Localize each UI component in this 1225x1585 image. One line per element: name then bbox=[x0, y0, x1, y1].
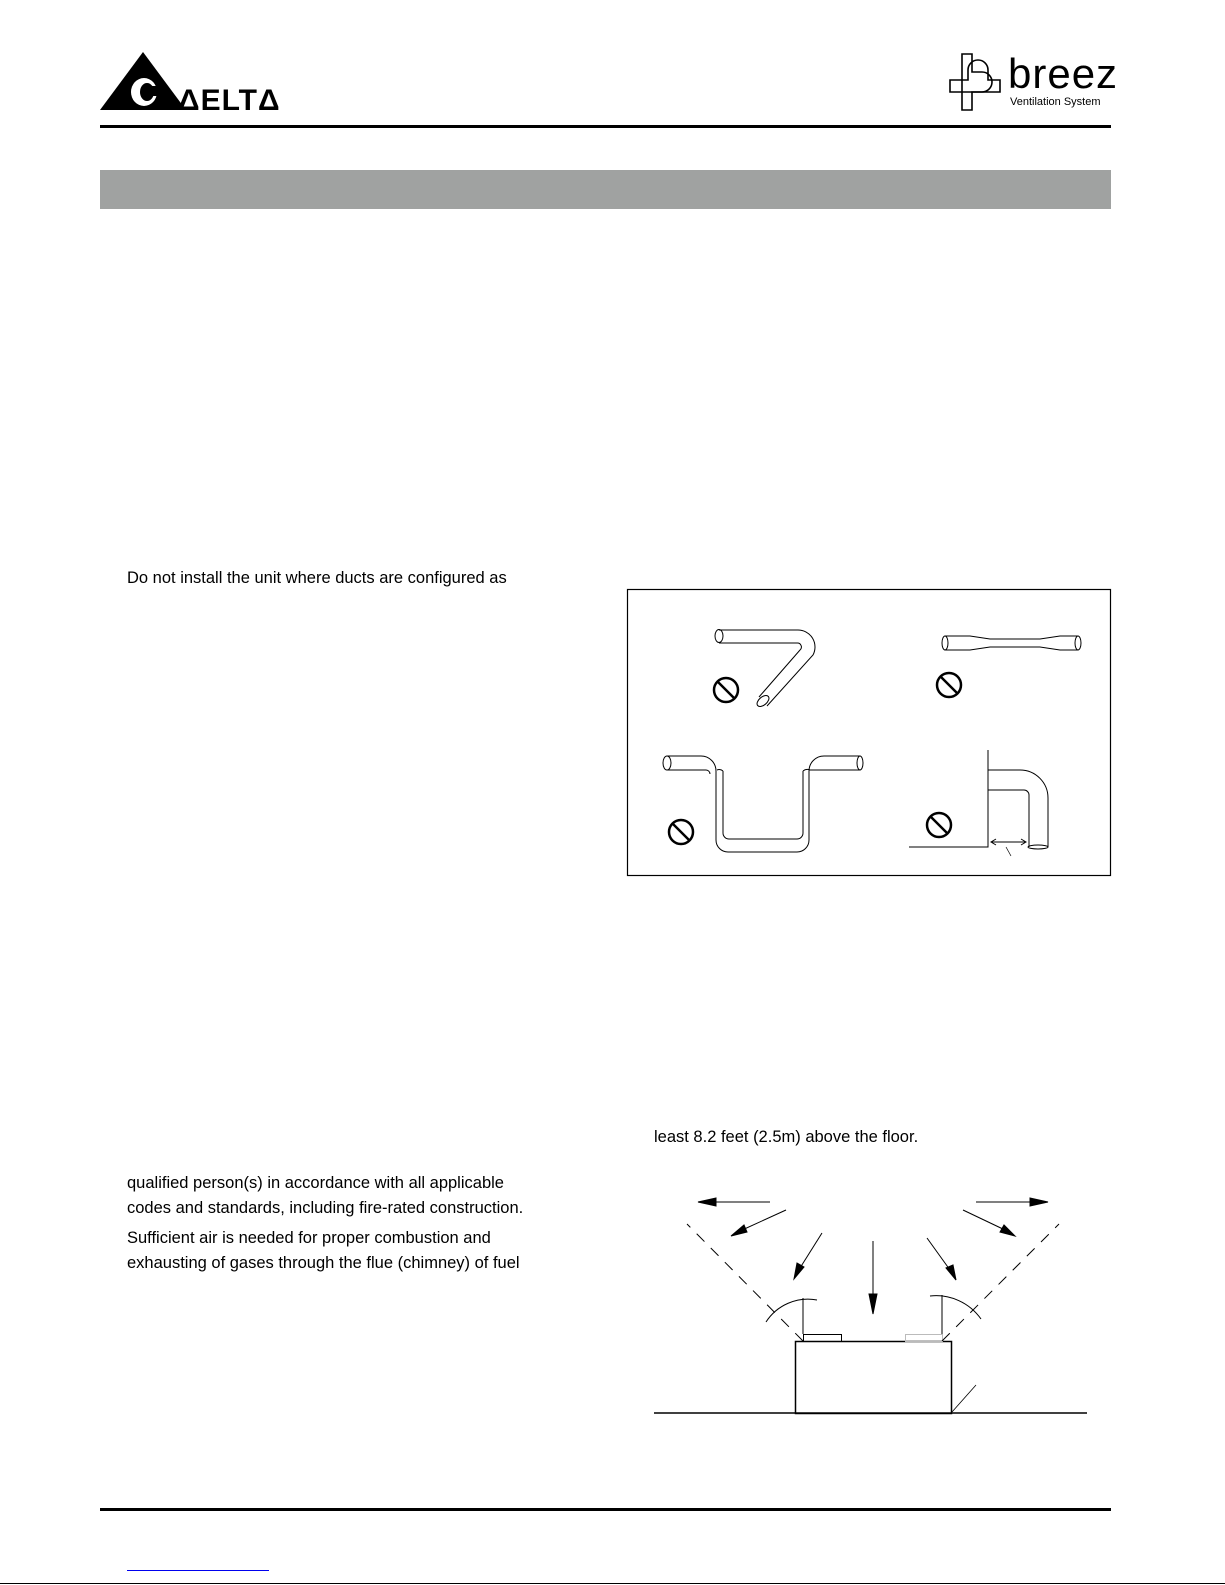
body-text-line: qualified person(s) in accordance with all applicable bbox=[127, 1174, 504, 1192]
angle-arc-left bbox=[766, 1299, 817, 1322]
breez-tagline: Ventilation System bbox=[1010, 96, 1101, 108]
height-requirement-text: least 8.2 feet (2.5m) above the floor. bbox=[654, 1128, 919, 1146]
u-shaped-duct bbox=[663, 756, 863, 852]
body-text-line: Sufficient air is needed for proper combustion and bbox=[127, 1229, 491, 1247]
dashed-boundary-right bbox=[942, 1224, 1059, 1341]
body-text-line: codes and standards, including fire-rated construction. bbox=[127, 1199, 524, 1217]
header-rule bbox=[100, 125, 1111, 128]
unit-port-right bbox=[906, 1335, 943, 1342]
prohibited-icon bbox=[927, 813, 951, 837]
section-heading-bar bbox=[100, 170, 1111, 209]
delta-logo bbox=[100, 52, 290, 112]
footer-rule bbox=[100, 1508, 1111, 1511]
duct-warning-text: Do not install the unit where ducts are configured as bbox=[127, 569, 507, 587]
breez-wordmark: breez bbox=[1008, 50, 1119, 97]
angle-arc-right bbox=[930, 1296, 981, 1319]
unit-body bbox=[796, 1342, 952, 1414]
prohibited-icons bbox=[669, 673, 961, 844]
dashed-boundary-left bbox=[687, 1224, 803, 1341]
footer-link-underline[interactable] bbox=[127, 1570, 269, 1571]
svg-text:ΔELTΔ: ΔELTΔ bbox=[178, 84, 281, 112]
breez-logo bbox=[948, 50, 1119, 112]
delta-logo-mark bbox=[100, 52, 290, 112]
airflow-figure bbox=[654, 1198, 1087, 1414]
prohibited-icon bbox=[714, 678, 738, 702]
leader-line bbox=[952, 1385, 976, 1412]
unit-port-left bbox=[804, 1335, 842, 1342]
elbow-near-wall-duct bbox=[909, 750, 1048, 856]
constricted-duct bbox=[942, 636, 1081, 650]
prohibited-icon bbox=[937, 673, 961, 697]
page-bottom-edge bbox=[0, 1583, 1225, 1584]
sharp-bend-duct bbox=[715, 630, 815, 709]
body-text-line: exhausting of gases through the flue (chimney) of fuel bbox=[127, 1254, 520, 1272]
duct-figure bbox=[628, 590, 1111, 876]
prohibited-icon bbox=[669, 820, 693, 844]
airflow-arrows bbox=[698, 1198, 1048, 1314]
